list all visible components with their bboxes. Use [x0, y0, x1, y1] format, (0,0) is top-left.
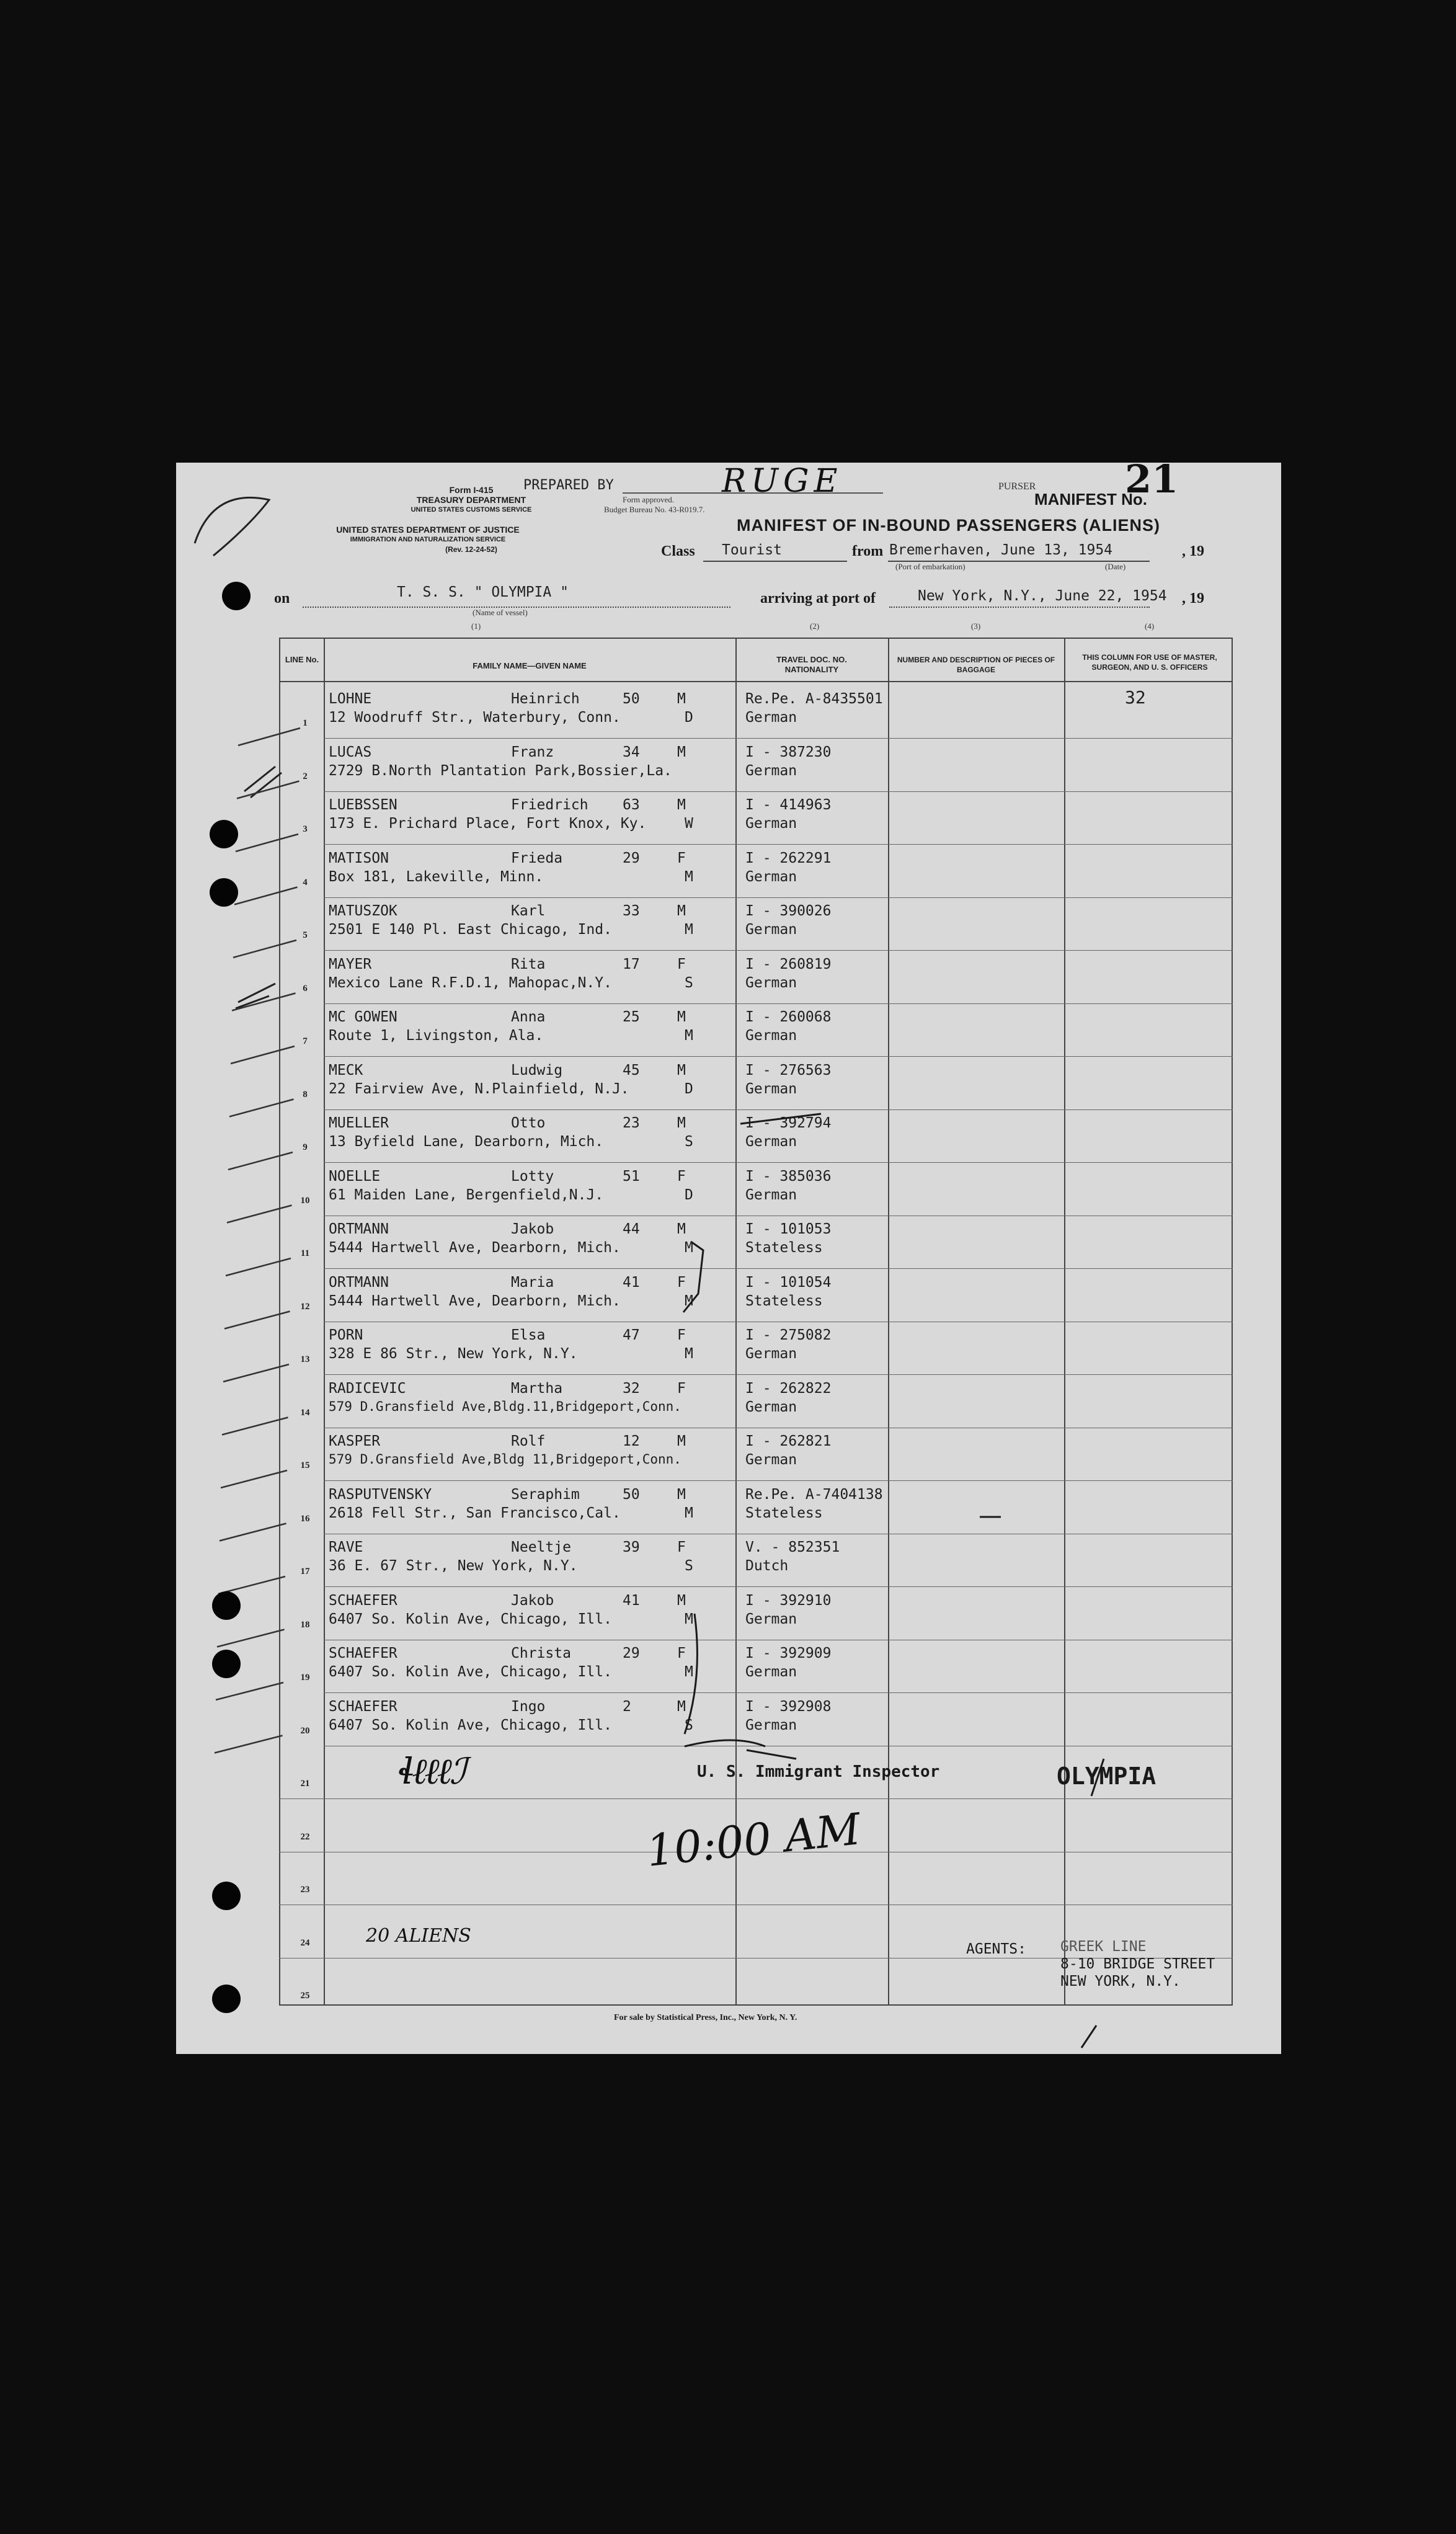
- prepared-by-label: PREPARED BY: [523, 478, 614, 493]
- given-name: Maria: [511, 1274, 554, 1291]
- address: 2618 Fell Str., San Francisco,Cal.: [329, 1505, 621, 1521]
- marital-status: W: [685, 816, 693, 832]
- vessel-name: T. S. S. " OLYMPIA ": [397, 584, 569, 600]
- address: 579 D.Gransfield Ave,Bldg 11,Bridgeport,Conn.: [329, 1452, 681, 1467]
- family-name: SCHAEFER: [329, 1698, 397, 1715]
- from-label: from: [852, 543, 884, 559]
- nationality: Stateless: [745, 1505, 823, 1521]
- from-value: Bremerhaven, June 13, 1954: [889, 542, 1113, 558]
- sex: M: [677, 1433, 686, 1449]
- travel-doc-number: I - 262822: [745, 1380, 832, 1397]
- footer-credit: For sale by Statistical Press, Inc., New York, N. Y.: [614, 2013, 797, 2022]
- address: 61 Maiden Lane, Bergenfield,N.J.: [329, 1186, 604, 1203]
- sex: M: [677, 1009, 686, 1025]
- marital-status: S: [685, 974, 693, 991]
- marital-status: M: [685, 1240, 693, 1256]
- travel-doc-number: V. - 852351: [745, 1539, 840, 1555]
- family-name: LUCAS: [329, 744, 372, 760]
- col-header-officers: THIS COLUMN FOR USE OF MASTER, SURGEON, AND U. S. OFFICERS: [1082, 653, 1217, 672]
- manifest-title: MANIFEST OF IN-BOUND PASSENGERS (ALIENS): [737, 516, 1161, 535]
- age: 2: [623, 1698, 631, 1715]
- family-name: RADICEVIC: [329, 1380, 406, 1397]
- given-name: Martha: [511, 1380, 563, 1397]
- line-number: 14: [300, 1407, 310, 1418]
- age: 41: [623, 1592, 640, 1609]
- age: 34: [623, 744, 640, 760]
- marital-status: S: [685, 1717, 693, 1733]
- line-number: 20: [300, 1725, 310, 1736]
- marital-status: M: [685, 1292, 693, 1309]
- nationality: German: [745, 1398, 797, 1415]
- form-number: Form I-415: [449, 485, 494, 495]
- line-number: 13: [300, 1354, 310, 1364]
- agents-label: AGENTS:: [966, 1941, 1026, 1957]
- travel-doc-number: Re.Pe. A-7404138: [745, 1486, 883, 1503]
- age: 63: [623, 797, 640, 813]
- age: 23: [623, 1115, 640, 1131]
- family-name: MECK: [329, 1062, 363, 1078]
- line-number: 3: [303, 824, 308, 834]
- marital-status: M: [685, 1505, 693, 1521]
- binder-hole: [212, 1985, 241, 2013]
- family-name: SCHAEFER: [329, 1592, 397, 1609]
- address: 22 Fairview Ave, N.Plainfield, N.J.: [329, 1080, 629, 1097]
- line-number: 10: [300, 1195, 310, 1206]
- col-header-line-no: LINE No.: [285, 655, 319, 664]
- given-name: Elsa: [511, 1327, 546, 1343]
- given-name: Anna: [511, 1009, 546, 1025]
- form-revision: (Rev. 12-24-52): [445, 545, 497, 554]
- address: Route 1, Livingston, Ala.: [329, 1028, 544, 1044]
- family-name: NOELLE: [329, 1168, 381, 1185]
- inspector-label: U. S. Immigrant Inspector: [697, 1763, 940, 1781]
- age: 39: [623, 1539, 640, 1555]
- manifest-page: [176, 456, 1281, 2054]
- family-name: PORN: [329, 1327, 363, 1343]
- col-num-4: (4): [1145, 621, 1155, 631]
- address: Mexico Lane R.F.D.1, Mahopac,N.Y.: [329, 974, 612, 991]
- address: 579 D.Gransfield Ave,Bldg.11,Bridgeport,Conn.: [329, 1398, 681, 1414]
- col-header-baggage: NUMBER AND DESCRIPTION OF PIECES OF BAGGAGE: [897, 656, 1055, 674]
- given-name: Neeltje: [511, 1539, 571, 1555]
- vessel-stamp: OLYMPIA: [1057, 1763, 1156, 1790]
- travel-doc-number: I - 387230: [745, 744, 832, 760]
- sex: M: [677, 1062, 686, 1078]
- line-number: 4: [303, 877, 308, 887]
- age: 44: [623, 1221, 640, 1237]
- line-number: 8: [303, 1089, 308, 1100]
- age: 12: [623, 1433, 640, 1449]
- address: 36 E. 67 Str., New York, N.Y.: [329, 1558, 578, 1574]
- line-number: 15: [300, 1460, 310, 1470]
- line-number: 24: [300, 1937, 310, 1948]
- binder-hole: [210, 820, 238, 848]
- age: 41: [623, 1274, 640, 1291]
- address: Box 181, Lakeville, Minn.: [329, 868, 544, 885]
- travel-doc-number: I - 101054: [745, 1274, 832, 1291]
- age: 51: [623, 1168, 640, 1185]
- address: 2501 E 140 Pl. East Chicago, Ind.: [329, 922, 612, 938]
- travel-doc-number: I - 260819: [745, 956, 832, 972]
- customs-service: UNITED STATES CUSTOMS SERVICE: [411, 506, 532, 513]
- travel-doc-number: I - 392794: [745, 1115, 832, 1131]
- family-name: MAYER: [329, 956, 372, 972]
- handwritten-alien-count: 20 ALIENS: [366, 1925, 471, 1947]
- age: 50: [623, 691, 640, 707]
- line-number: 6: [303, 983, 308, 994]
- given-name: Friedrich: [511, 797, 588, 813]
- travel-doc-number: I - 276563: [745, 1062, 832, 1078]
- family-name: ORTMANN: [329, 1274, 389, 1291]
- col-num-1: (1): [471, 621, 481, 631]
- officer-note: 32: [1125, 687, 1146, 708]
- family-name: MC GOWEN: [329, 1009, 397, 1025]
- nationality: German: [745, 922, 797, 938]
- sex: F: [677, 1274, 686, 1291]
- address: 5444 Hartwell Ave, Dearborn, Mich.: [329, 1292, 621, 1309]
- marital-status: M: [685, 1611, 693, 1627]
- given-name: Ludwig: [511, 1062, 563, 1078]
- travel-doc-number: I - 101053: [745, 1221, 832, 1237]
- nationality: German: [745, 709, 797, 726]
- family-name: LUEBSSEN: [329, 797, 397, 813]
- line-number: 22: [300, 1831, 310, 1842]
- sex: F: [677, 1380, 686, 1397]
- line-number: 23: [300, 1885, 310, 1895]
- nationality: Stateless: [745, 1292, 823, 1309]
- justice-dept: UNITED STATES DEPARTMENT OF JUSTICE: [336, 525, 520, 535]
- family-name: SCHAEFER: [329, 1645, 397, 1661]
- binder-hole: [222, 582, 251, 610]
- given-name: Jakob: [511, 1221, 554, 1237]
- sex: M: [677, 691, 686, 707]
- class-value: Tourist: [722, 542, 782, 558]
- line-number: 18: [300, 1619, 310, 1630]
- line-number: 2: [303, 771, 308, 781]
- nationality: German: [745, 1186, 797, 1203]
- line-number: 17: [300, 1567, 310, 1576]
- manifest-no-label: MANIFEST No.: [1034, 490, 1147, 509]
- given-name: Ingo: [511, 1698, 546, 1715]
- marital-status: M: [685, 922, 693, 938]
- arriving-year-suffix: , 19: [1182, 590, 1204, 607]
- arriving-value: New York, N.Y., June 22, 1954: [918, 588, 1167, 604]
- given-name: Heinrich: [511, 691, 580, 707]
- binder-hole: [212, 1591, 241, 1620]
- col-header-travel-doc: TRAVEL DOC. NO. NATIONALITY: [776, 655, 847, 674]
- given-name: Lotty: [511, 1168, 554, 1185]
- age: 29: [623, 850, 640, 866]
- family-name: MATUSZOK: [329, 903, 397, 919]
- given-name: Karl: [511, 903, 546, 919]
- marital-status: M: [685, 1346, 693, 1362]
- agents-line-2: 8-10 BRIDGE STREET: [1060, 1956, 1215, 1972]
- marital-status: D: [685, 1080, 693, 1097]
- sex: M: [677, 903, 686, 919]
- address: 6407 So. Kolin Ave, Chicago, Ill.: [329, 1664, 612, 1680]
- sex: M: [677, 1221, 686, 1237]
- marital-status: S: [685, 1134, 693, 1150]
- nationality: German: [745, 816, 797, 832]
- sex: M: [677, 1115, 686, 1131]
- marital-status: M: [685, 868, 693, 885]
- given-name: Seraphim: [511, 1486, 580, 1503]
- nationality: German: [745, 1134, 797, 1150]
- line-number: 25: [300, 1991, 310, 2001]
- line-number: 11: [300, 1248, 310, 1258]
- marital-status: M: [685, 1028, 693, 1044]
- approval-note: Form approved.: [623, 495, 675, 504]
- sex: F: [677, 1327, 686, 1343]
- address: 328 E 86 Str., New York, N.Y.: [329, 1346, 578, 1362]
- marital-status: D: [685, 709, 693, 726]
- address: 13 Byfield Lane, Dearborn, Mich.: [329, 1134, 604, 1150]
- family-name: RASPUTVENSKY: [329, 1486, 432, 1503]
- given-name: Rita: [511, 956, 546, 972]
- age: 33: [623, 903, 640, 919]
- age: 45: [623, 1062, 640, 1078]
- address: 2729 B.North Plantation Park,Bossier,La.: [329, 762, 672, 779]
- class-label: Class: [661, 543, 695, 559]
- given-name: Otto: [511, 1115, 546, 1131]
- family-name: RAVE: [329, 1539, 363, 1555]
- nationality: German: [745, 1080, 797, 1097]
- binder-hole: [212, 1650, 241, 1678]
- sex: F: [677, 850, 686, 866]
- nationality: German: [745, 1452, 797, 1468]
- age: 50: [623, 1486, 640, 1503]
- given-name: Rolf: [511, 1433, 546, 1449]
- address: 6407 So. Kolin Ave, Chicago, Ill.: [329, 1611, 612, 1627]
- marital-status: D: [685, 1186, 693, 1203]
- sex: F: [677, 1539, 686, 1555]
- line-number: 12: [300, 1301, 310, 1312]
- age: 29: [623, 1645, 640, 1661]
- travel-doc-number: I - 392909: [745, 1645, 832, 1661]
- address: 173 E. Prichard Place, Fort Knox, Ky.: [329, 816, 647, 832]
- line-number: 16: [300, 1513, 310, 1524]
- line-number: 19: [300, 1673, 310, 1683]
- sex: M: [677, 1592, 686, 1609]
- age: 32: [623, 1380, 640, 1397]
- travel-doc-number: I - 390026: [745, 903, 832, 919]
- travel-doc-number: I - 275082: [745, 1327, 832, 1343]
- travel-doc-number: I - 262821: [745, 1433, 832, 1449]
- family-name: LOHNE: [329, 691, 372, 707]
- age: 17: [623, 956, 640, 972]
- travel-doc-number: I - 392910: [745, 1592, 832, 1609]
- nationality: German: [745, 974, 797, 991]
- address: 5444 Hartwell Ave, Dearborn, Mich.: [329, 1240, 621, 1256]
- ins-service: IMMIGRATION AND NATURALIZATION SERVICE: [350, 536, 506, 543]
- nationality: Stateless: [745, 1240, 823, 1256]
- line-number: 9: [303, 1142, 308, 1152]
- family-name: MATISON: [329, 850, 389, 866]
- nationality: German: [745, 868, 797, 885]
- bracket-marks: [176, 463, 1281, 2054]
- col-num-2: (2): [810, 621, 820, 631]
- travel-doc-number: Re.Pe. A-8435501: [745, 691, 883, 707]
- line-number: 5: [303, 930, 308, 940]
- given-name: Christa: [511, 1645, 571, 1661]
- family-name: KASPER: [329, 1433, 381, 1449]
- purser-label: PURSER: [998, 481, 1036, 492]
- nationality: German: [745, 1028, 797, 1044]
- given-name: Jakob: [511, 1592, 554, 1609]
- nationality: Dutch: [745, 1558, 789, 1574]
- nationality: German: [745, 1346, 797, 1362]
- handwritten-time: 10:00 AM: [644, 1803, 863, 1877]
- budget-bureau-note: Budget Bureau No. 43-R019.7.: [604, 505, 705, 514]
- sex: M: [677, 1698, 686, 1715]
- travel-doc-number: I - 262291: [745, 850, 832, 866]
- family-name: ORTMANN: [329, 1221, 389, 1237]
- treasury-dept: TREASURY DEPARTMENT: [416, 495, 526, 505]
- sex: F: [677, 1645, 686, 1661]
- nationality: German: [745, 1611, 797, 1627]
- address: 6407 So. Kolin Ave, Chicago, Ill.: [329, 1717, 612, 1733]
- year-suffix: , 19: [1182, 543, 1204, 559]
- binder-hole: [210, 878, 238, 907]
- sex: M: [677, 744, 686, 760]
- marital-status: S: [685, 1558, 693, 1574]
- vessel-caption: (Name of vessel): [473, 608, 528, 617]
- given-name: Frieda: [511, 850, 563, 866]
- line-number: 21: [300, 1779, 310, 1789]
- nationality: German: [745, 1664, 797, 1680]
- travel-doc-number: I - 385036: [745, 1168, 832, 1185]
- arriving-label: arriving at port of: [760, 590, 876, 607]
- col-num-3: (3): [971, 621, 981, 631]
- prepared-by-signature: RUGE: [722, 463, 843, 500]
- manifest-number: 21: [1125, 456, 1179, 502]
- sex: M: [677, 1486, 686, 1503]
- binder-hole: [212, 1882, 241, 1910]
- on-label: on: [274, 590, 290, 607]
- line-number: 7: [303, 1036, 308, 1046]
- sex: F: [677, 956, 686, 972]
- travel-doc-number: I - 414963: [745, 797, 832, 813]
- address: 12 Woodruff Str., Waterbury, Conn.: [329, 709, 621, 726]
- given-name: Franz: [511, 744, 554, 760]
- port-embark-caption: (Port of embarkation): [895, 562, 965, 571]
- line-number: 1: [303, 718, 308, 728]
- family-name: MUELLER: [329, 1115, 389, 1131]
- age: 47: [623, 1327, 640, 1343]
- travel-doc-number: I - 392908: [745, 1698, 832, 1715]
- travel-doc-number: I - 260068: [745, 1009, 832, 1025]
- date-caption: (Date): [1105, 562, 1126, 571]
- col-header-name: FAMILY NAME—GIVEN NAME: [473, 661, 587, 670]
- nationality: German: [745, 762, 797, 779]
- inspector-signature: ɬ⁠ℓℓℓ⁠ℐ: [398, 1750, 464, 1792]
- agents-line-1: GREEK LINE: [1060, 1939, 1147, 1955]
- marital-status: M: [685, 1664, 693, 1680]
- age: 25: [623, 1009, 640, 1025]
- sex: M: [677, 797, 686, 813]
- agents-line-3: NEW YORK, N.Y.: [1060, 1973, 1181, 1989]
- nationality: German: [745, 1717, 797, 1733]
- sex: F: [677, 1168, 686, 1185]
